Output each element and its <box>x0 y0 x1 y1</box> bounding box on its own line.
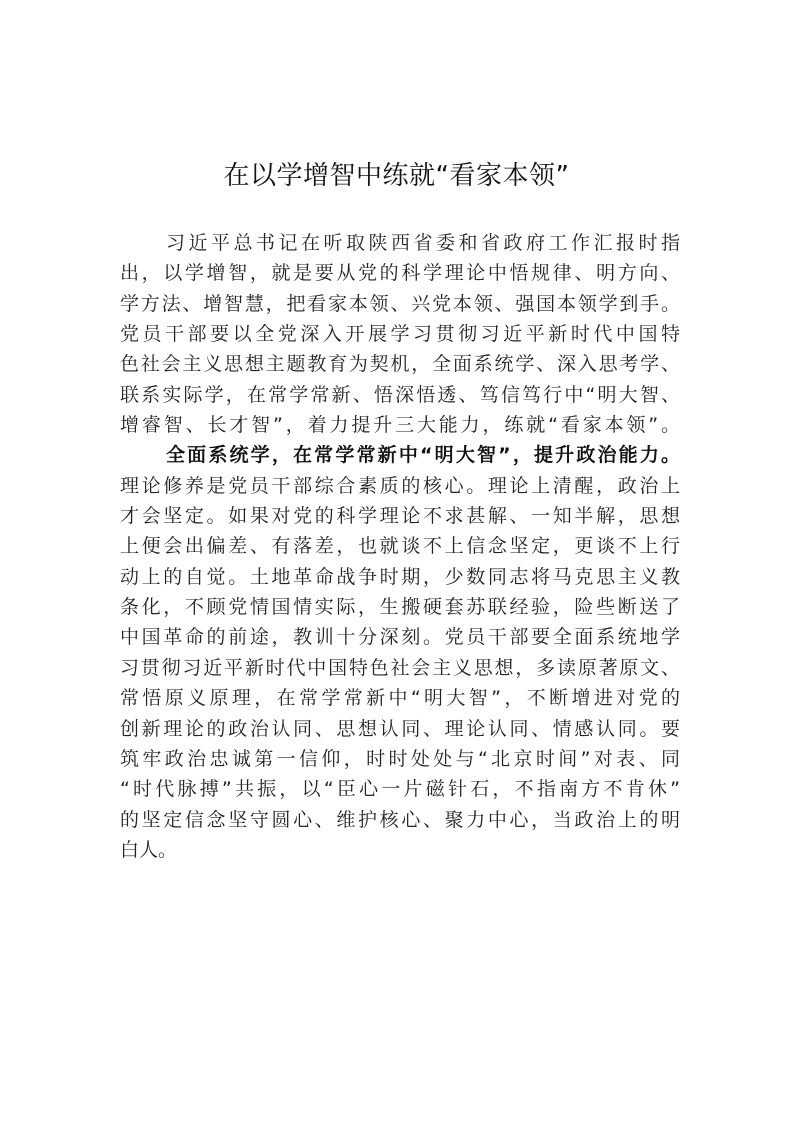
text-line: 出，以学增智，就是要从党的科学理论中悟规律、明方向、 <box>120 262 680 285</box>
text-line: 白人。 <box>120 838 178 861</box>
paragraph-intro <box>120 228 680 440</box>
text-line: 的坚定信念坚守圆心、维护核心、聚力中心，当政治上的明 <box>120 808 680 831</box>
text-line: 上便会出偏差、有落差，也就谈不上信念坚定，更谈不上行 <box>120 535 680 558</box>
text-line: 学方法、增智慧，把看家本领、兴党本领、强国本领学到手。 <box>120 292 680 315</box>
text-line: 筑牢政治忠诚第一信仰，时时处处与“北京时间”对表、同 <box>120 747 680 770</box>
text-line: 条化，不顾党情国情实际，生搬硬套苏联经验，险些断送了 <box>120 596 680 619</box>
section-heading <box>120 440 680 470</box>
text-line: 党员干部要以全党深入开展学习贯彻习近平新时代中国特 <box>120 323 680 346</box>
text-line: 才会坚定。如果对党的科学理论不求甚解、一知半解，思想 <box>120 505 680 528</box>
text-line: 习近平总书记在听取陕西省委和省政府工作汇报时指 <box>166 232 680 254</box>
paragraph-body <box>120 471 680 865</box>
document-body <box>120 228 680 865</box>
text-line: 动上的自觉。土地革命战争时期，少数同志将马克思主义教 <box>120 565 680 588</box>
text-line: 理论修养是党员干部综合素质的核心。理论上清醒，政治上 <box>120 474 680 497</box>
text-line: 创新理论的政治认同、思想认同、理论认同、情感认同。要 <box>120 717 680 740</box>
document-title: 在以学增智中练就“看家本领” <box>223 161 570 192</box>
text-line: “时代脉搏”共振，以“臣心一片磁针石，不指南方不肯休” <box>120 778 680 801</box>
text-line: 中国革命的前途，教训十分深刻。党员干部要全面系统地学 <box>120 626 680 649</box>
text-line: 增睿智、长才智”，着力提升三大能力，练就“看家本领”。 <box>120 414 680 437</box>
text-line: 联系实际学，在常学常新、悟深悟透、笃信笃行中“明大智、 <box>120 383 680 406</box>
heading-line: 全面系统学，在常学常新中“明大智”，提升政治能力。 <box>166 444 680 467</box>
text-line: 色社会主义思想主题教育为契机，全面系统学、深入思考学、 <box>120 353 680 376</box>
text-line: 习贯彻习近平新时代中国特色社会主义思想，多读原著原文、 <box>120 656 680 679</box>
text-line: 常悟原义原理，在常学常新中“明大智”，不断增进对党的 <box>120 687 680 710</box>
